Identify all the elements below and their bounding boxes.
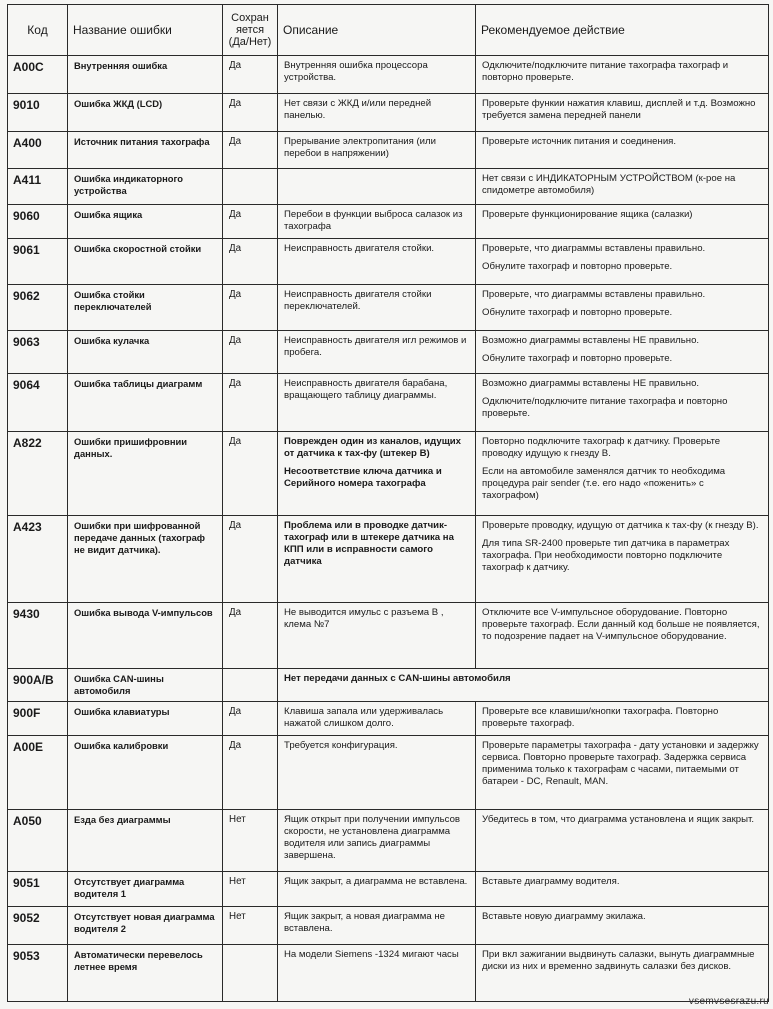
stored-flag: Да [223,432,278,516]
error-name: Отсутствует диаграмма водителя 1 [68,872,223,907]
table-row [8,239,769,285]
error-code: 9010 [8,94,68,132]
stored-flag: Да [223,736,278,810]
action-paragraph: Проверьте, что диаграммы вставлены правильно. [482,289,706,300]
error-description [278,810,476,872]
description-paragraph: Внутренняя ошибка процессора устройства. [284,60,428,83]
stored-flag: Да [223,603,278,669]
table-row [8,736,769,810]
table-header-row [8,5,769,56]
stored-flag: Да [223,331,278,374]
error-name: Источник питания тахографа [68,132,223,169]
description-paragraph: Прерывание электропитания (или перебои в напряжении) [284,136,436,159]
recommended-action [476,907,769,945]
table-body [8,56,769,1002]
error-code: 9060 [8,205,68,239]
recommended-action [476,331,769,374]
description-paragraph: Ящик открыт при получении импульсов скорости, не установлена диаграмма водителя или запись диаграммы завершена. [284,814,461,861]
stored-flag [223,945,278,1002]
action-paragraph: Повторно подключите тахограф к датчику. Проверьте проводку идущую к гнезду В. [482,436,721,459]
error-name: Ошибка ящика [68,205,223,239]
recommended-action [476,603,769,669]
error-description [278,736,476,810]
action-paragraph: Вставьте новую диаграмму экилажа. [482,911,646,922]
description-paragraph: Ящик закрыт, а диаграмма не вставлена. [284,876,468,887]
recommended-action [476,516,769,603]
error-name: Ошибка кулачка [68,331,223,374]
error-description [278,169,476,205]
error-description [278,239,476,285]
recommended-action [476,56,769,94]
table-row [8,169,769,205]
description-paragraph: Нет связи с ЖКД и/или передней панелью. [284,98,432,121]
table-row [8,94,769,132]
error-name: Езда без диаграммы [68,810,223,872]
action-paragraph: Для типа SR-2400 проверьте тип датчика в параметрах тахографа. При необходимости повторно подключите тахограф к датчику. [482,538,730,573]
description-paragraph: Неисправность двигателя стойки. [284,243,435,254]
recommended-action [476,285,769,331]
error-description [278,56,476,94]
stored-flag: Да [223,239,278,285]
error-description [278,285,476,331]
action-paragraph: Проверьте параметры тахографа - дату установки и задержку сервиса. Повторно проверьте тахограф. Задержка сервиса применима только к тахографам с часами, питаемыми от батареи - DC, Renault, MAN. [482,740,759,787]
error-code: 9063 [8,331,68,374]
stored-flag: Нет [223,907,278,945]
error-name: Ошибка калибровки [68,736,223,810]
recommended-action [476,374,769,432]
error-description [278,331,476,374]
stored-flag: Да [223,94,278,132]
description-paragraph: Клавиша запала или удерживалась нажатой слишком долго. [284,706,444,729]
action-paragraph: Одключите/подключите питание тахографа тахограф и повторно проверьте. [482,60,729,83]
error-name: Ошибки при шифрованной передаче данных (тахограф не видит датчика). [68,516,223,603]
action-paragraph: При вкл зажигании выдвинуть салазки, вынуть диаграммные диски из них и временно задвинуть салазки без дисков. [482,949,755,972]
table-row [8,374,769,432]
stored-flag: Да [223,702,278,736]
error-code: 9064 [8,374,68,432]
description-paragraph: Неисправность двигателя игл режимов и пробега. [284,335,467,358]
action-paragraph: Нет связи с ИНДИКАТОРНЫМ УСТРОЙСТВОМ (к-рое на спидометре автомобиля) [482,173,736,196]
table-row [8,872,769,907]
description-paragraph: Неисправность двигателя стойки переключателей. [284,289,432,312]
error-code: 9061 [8,239,68,285]
table-row [8,516,769,603]
stored-flag [223,669,278,702]
table-row [8,603,769,669]
action-paragraph: Убедитесь в том, что диаграмма установлена и ящик закрыт. [482,814,755,825]
table-row [8,56,769,94]
error-name: Ошибки пришифровнии данных. [68,432,223,516]
error-code: A423 [8,516,68,603]
recommended-action [476,945,769,1002]
action-paragraph: Проверьте, что диаграммы вставлены правильно. [482,243,706,254]
stored-flag: Да [223,516,278,603]
error-code: 900A/B [8,669,68,702]
recommended-action [476,702,769,736]
recommended-action [476,872,769,907]
description-paragraph: Несоответствие ключа датчика и Серийного номера тахографа [284,466,442,489]
table-row [8,331,769,374]
description-paragraph: Поврежден один из каналов, идущих от датчика к тах-фу (штекер В) [284,436,462,459]
error-code: 9430 [8,603,68,669]
error-name: Ошибка ЖКД (LCD) [68,94,223,132]
error-description [278,94,476,132]
error-code: 9052 [8,907,68,945]
recommended-action [476,94,769,132]
error-code: 900F [8,702,68,736]
stored-flag: Да [223,285,278,331]
table-row [8,907,769,945]
error-name: Ошибка стойки переключателей [68,285,223,331]
description-paragraph: Требуется конфигурация. [284,740,398,751]
table-row [8,669,769,702]
error-code: A00C [8,56,68,94]
recommended-action [476,205,769,239]
error-name: Ошибка CAN-шины автомобиля [68,669,223,702]
description-paragraph: Перебои в функции выброса салазок из тахографа [284,209,463,232]
header-code: Код [8,5,68,56]
watermark: vsemvsesrazu.ru [688,996,769,1007]
header-action: Рекомендуемое действие [476,5,769,56]
action-paragraph: Вставьте диаграмму водителя. [482,876,620,887]
error-code: A400 [8,132,68,169]
recommended-action [476,239,769,285]
action-paragraph: Обнулите тахограф и повторно проверьте. [482,353,673,364]
error-name: Ошибка скоростной стойки [68,239,223,285]
merged-description: Нет передачи данных с CAN-шины автомобиля [278,669,769,702]
action-paragraph: Обнулите тахограф и повторно проверьте. [482,307,673,318]
table-row [8,702,769,736]
error-description [278,374,476,432]
error-description [278,432,476,516]
action-paragraph: Проверьте функционирование ящика (салазки) [482,209,693,220]
error-codes-table [7,4,769,1002]
error-description [278,132,476,169]
error-description [278,945,476,1002]
table-row [8,945,769,1002]
stored-flag: Нет [223,872,278,907]
description-paragraph: Не выводится имульс с разъема В , клема №7 [284,607,444,630]
action-paragraph: Одключите/подключите питание тахографа и повторно проверьте. [482,396,728,419]
description-paragraph: Ящик закрыт, а новая диаграмма не вставлена. [284,911,445,934]
stored-flag: Да [223,205,278,239]
description-paragraph: На модели Siemens -1324 мигают часы [284,949,459,960]
stored-flag: Нет [223,810,278,872]
description-paragraph: Неисправность двигателя барабана, вращающего таблицу диаграммы. [284,378,448,401]
error-name: Ошибка индикаторного устройства [68,169,223,205]
error-code: 9053 [8,945,68,1002]
error-description [278,603,476,669]
error-name: Ошибка вывода V-импульсов [68,603,223,669]
action-paragraph: Обнулите тахограф и повторно проверьте. [482,261,673,272]
stored-flag: Да [223,374,278,432]
error-code: A822 [8,432,68,516]
table-row [8,432,769,516]
error-name: Автоматически перевелось летнее время [68,945,223,1002]
action-paragraph: Проверьте проводку, идущую от датчика к тах-фу (к гнезду В). [482,520,759,531]
recommended-action [476,736,769,810]
error-code: A411 [8,169,68,205]
header-description: Описание [278,5,476,56]
description-paragraph: Проблема или в проводке датчик-тахограф или в штекере датчика на КПП или в исправности самого датчика [284,520,454,567]
table-row [8,285,769,331]
action-paragraph: Проверьте источник питания и соединения. [482,136,677,147]
error-description [278,872,476,907]
recommended-action [476,810,769,872]
error-name: Ошибка таблицы диаграмм [68,374,223,432]
error-code: 9062 [8,285,68,331]
stored-flag: Да [223,132,278,169]
header-name: Название ошибки [68,5,223,56]
table-row [8,132,769,169]
recommended-action [476,432,769,516]
error-code: 9051 [8,872,68,907]
error-description [278,907,476,945]
error-name: Внутренняя ошибка [68,56,223,94]
error-code: A00E [8,736,68,810]
action-paragraph: Проверьте все клавиши/кнопки тахографа. Повторно проверьте тахограф. [482,706,719,729]
error-description [278,516,476,603]
error-code: A050 [8,810,68,872]
action-paragraph: Возможно диаграммы вставлены НЕ правильно. [482,378,700,389]
action-paragraph: Проверьте функии нажатия клавиш, дисплей и т.д. Возможно требуется замена передней панели [482,98,756,121]
action-paragraph: Если на автомобиле заменялся датчик то необходима процедура pair sender (т.е. его надо «поженить» с тахографом) [482,466,726,501]
table-row [8,810,769,872]
header-stored: Сохран яется (Да/Нет) [223,5,278,56]
stored-flag [223,169,278,205]
stored-flag: Да [223,56,278,94]
error-description [278,702,476,736]
action-paragraph: Отключите все V-импульсное оборудование. Повторно проверьте тахограф. Если данный код больше не появляется, то подозрение падает на V-импульсное оборудование. [482,607,760,642]
recommended-action [476,169,769,205]
table-row [8,205,769,239]
error-description [278,205,476,239]
action-paragraph: Возможно диаграммы вставлены НЕ правильно. [482,335,700,346]
recommended-action [476,132,769,169]
error-name: Ошибка клавиатуры [68,702,223,736]
error-name: Отсутствует новая диаграмма водителя 2 [68,907,223,945]
